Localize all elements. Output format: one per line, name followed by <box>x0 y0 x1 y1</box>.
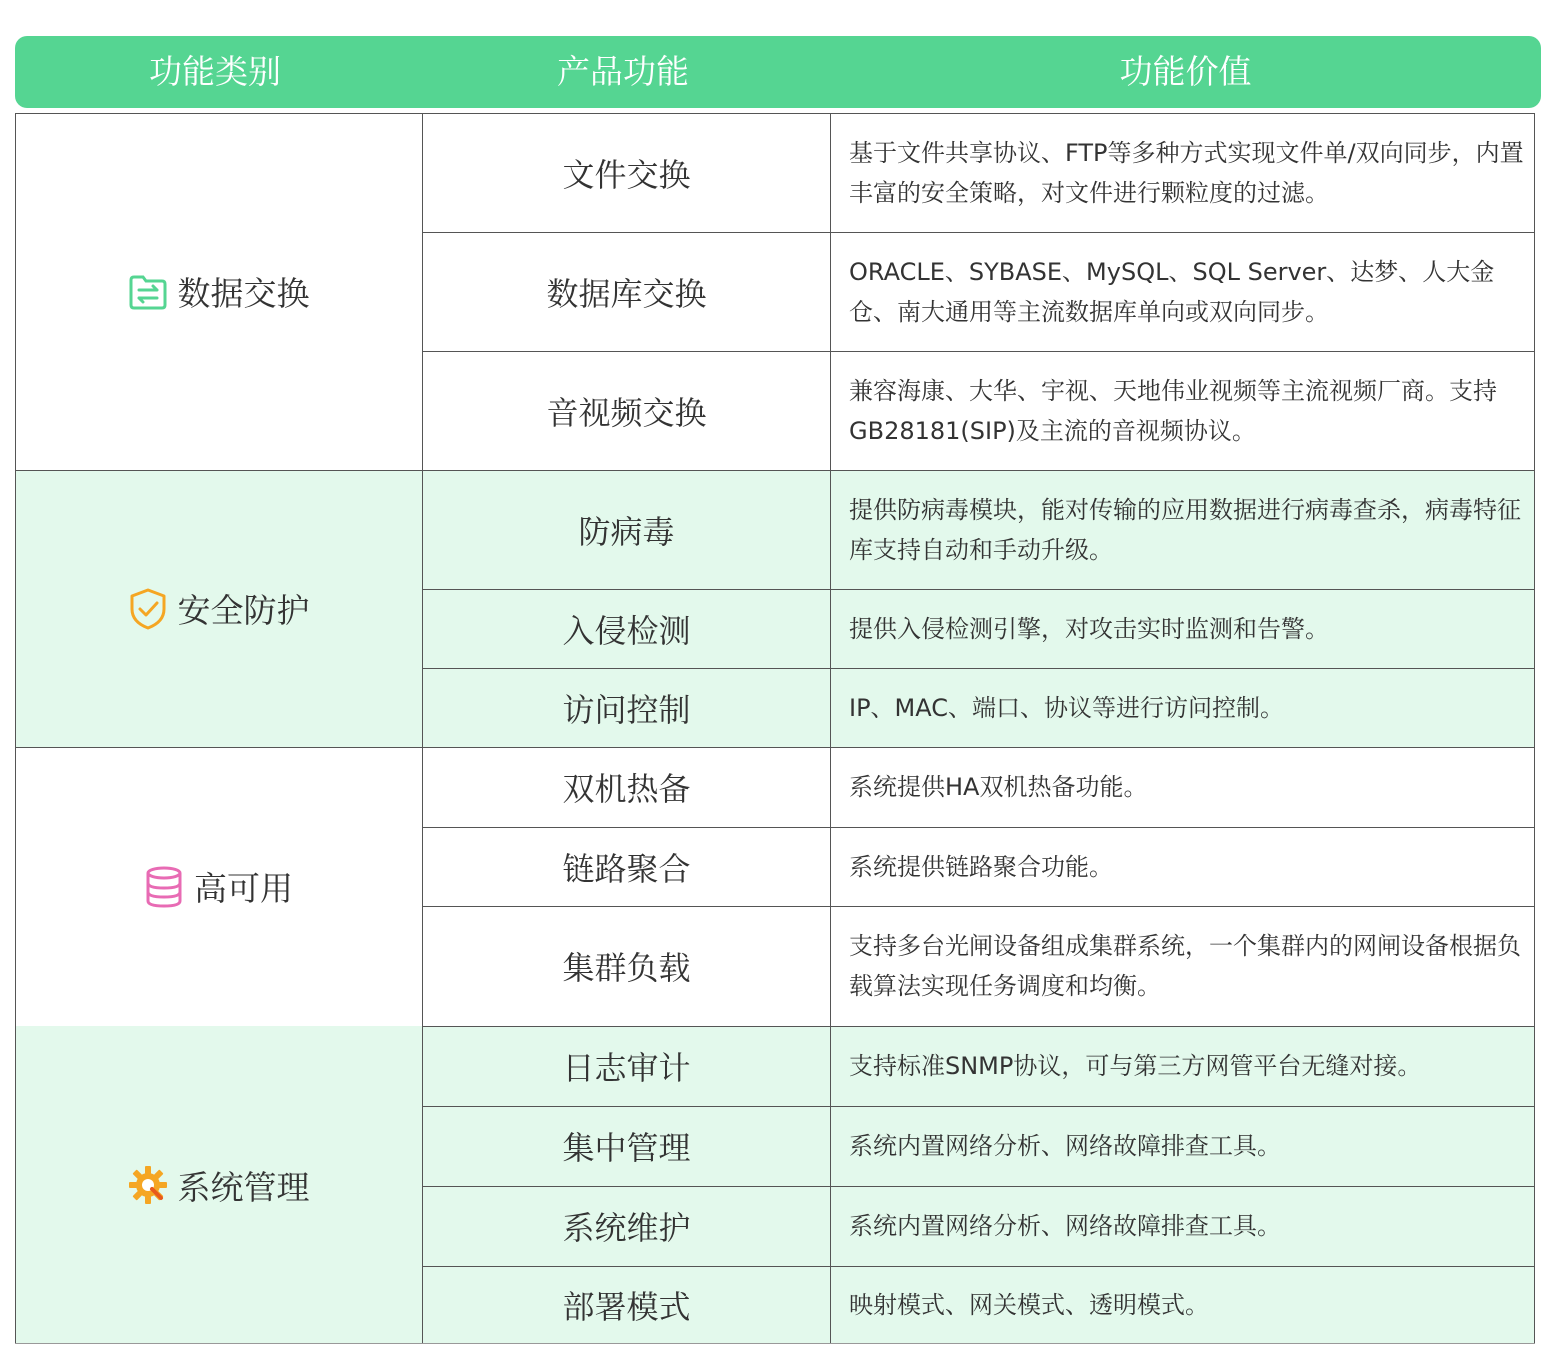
function-cell: 链路聚合 <box>562 849 691 888</box>
function-cell: 文件交换 <box>562 155 691 194</box>
function-cell: 部署模式 <box>562 1288 691 1326</box>
folder-exchange-icon <box>128 272 168 312</box>
table-border-top <box>15 113 1535 114</box>
category-label: 安全防护 <box>177 591 310 630</box>
function-cell: 集中管理 <box>562 1129 691 1167</box>
value-cell: IP、MAC、端口、协议等进行访问控制。 <box>849 693 1285 722</box>
function-cell: 防病毒 <box>578 512 675 551</box>
category-label: 高可用 <box>194 869 293 908</box>
row-divider <box>422 1266 1535 1267</box>
function-cell: 系统维护 <box>562 1209 691 1247</box>
category-data-exchange <box>15 113 422 470</box>
value-cell: 系统提供链路聚合功能。 <box>849 852 1113 881</box>
category-divider <box>15 470 1535 471</box>
function-cell: 数据库交换 <box>546 274 707 313</box>
category-divider <box>15 747 1535 748</box>
feature-table <box>15 113 1535 1344</box>
table-border-right <box>1534 113 1535 1344</box>
row-divider <box>422 1186 1535 1187</box>
row-divider <box>422 232 1535 233</box>
column-divider <box>830 113 831 1344</box>
row-divider <box>422 1106 1535 1107</box>
gear-wrench-icon <box>128 1165 168 1205</box>
value-cell: 映射模式、网关模式、透明模式。 <box>849 1291 1209 1319</box>
value-cell: 支持多台光闸设备组成集群系统，一个集群内的网闸设备根据负载算法实现任务调度和均衡。 <box>849 932 1521 1000</box>
row-divider <box>422 906 1535 907</box>
category-system-management <box>15 1026 422 1344</box>
row-divider <box>422 351 1535 352</box>
header-category: 功能类别 <box>149 52 281 91</box>
shield-check-icon <box>128 589 168 629</box>
value-cell: 提供防病毒模块，能对传输的应用数据进行病毒查杀，病毒特征库支持自动和手动升级。 <box>849 495 1521 564</box>
value-cell: 系统内置网络分析、网络故障排查工具。 <box>849 1132 1281 1160</box>
function-cell: 日志审计 <box>562 1049 691 1087</box>
category-label: 系统管理 <box>177 1167 310 1207</box>
function-cell: 音视频交换 <box>546 393 707 432</box>
value-cell: 系统内置网络分析、网络故障排查工具。 <box>849 1212 1281 1240</box>
database-icon <box>144 867 184 907</box>
value-cell: 支持标准SNMP协议，可与第三方网管平台无缝对接。 <box>849 1052 1422 1080</box>
row-divider <box>422 589 1535 590</box>
category-divider <box>422 1026 1535 1027</box>
value-cell: 兼容海康、大华、宇视、天地伟业视频等主流视频厂商。支持GB28181(SIP)及主流的音视频协议。 <box>849 376 1497 445</box>
function-cell: 访问控制 <box>562 690 691 729</box>
value-cell: ORACLE、SYBASE、MySQL、SQL Server、达梦、人大金仓、南大通用等主流数据库单向或双向同步。 <box>849 257 1495 326</box>
table-border-bottom <box>15 1343 1535 1344</box>
function-cell: 双机热备 <box>562 770 691 808</box>
table-header <box>15 36 1541 108</box>
value-cell: 提供入侵检测引擎，对攻击实时监测和告警。 <box>849 614 1329 643</box>
category-security <box>15 470 422 747</box>
column-divider <box>422 113 423 1344</box>
row-divider <box>422 827 1535 828</box>
row-divider <box>422 668 1535 669</box>
header-function: 产品功能 <box>557 52 689 91</box>
function-cell: 入侵检测 <box>562 611 691 650</box>
table-border-left <box>15 113 16 1344</box>
category-high-availability <box>15 747 422 1026</box>
function-cell: 集群负载 <box>562 949 691 987</box>
header-value: 功能价值 <box>1119 52 1252 91</box>
value-cell: 系统提供HA双机热备功能。 <box>849 773 1148 801</box>
value-cell: 基于文件共享协议、FTP等多种方式实现文件单/双向同步，内置丰富的安全策略，对文件进行颗粒度的过滤。 <box>849 138 1524 207</box>
category-label: 数据交换 <box>177 274 310 313</box>
